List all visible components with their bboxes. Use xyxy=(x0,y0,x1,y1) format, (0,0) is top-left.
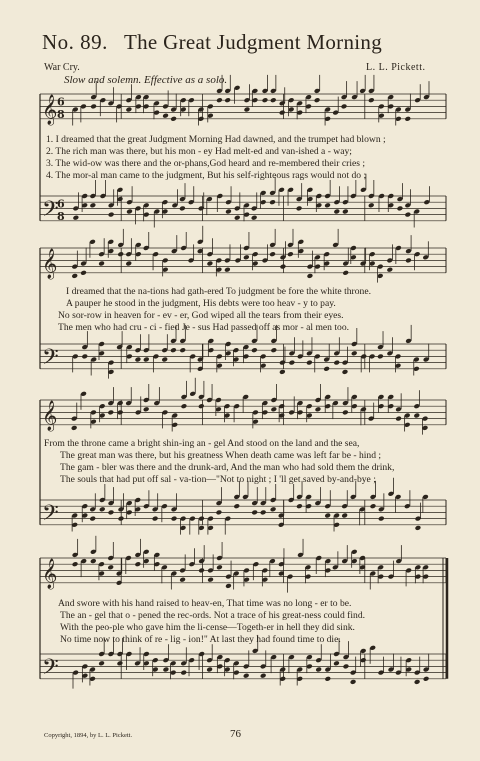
note-head xyxy=(279,110,286,116)
bass-clef: 𝄢 xyxy=(42,654,59,685)
note-head xyxy=(171,516,178,522)
note-head xyxy=(323,366,330,372)
note-head xyxy=(270,97,277,103)
note-head xyxy=(270,347,277,353)
note-head xyxy=(207,577,214,583)
note-head xyxy=(90,202,97,208)
note-head xyxy=(207,261,214,267)
note-head xyxy=(99,506,106,512)
note-head xyxy=(342,369,349,375)
note-head xyxy=(269,251,276,257)
note-head xyxy=(98,261,105,267)
note-head xyxy=(71,425,78,431)
note-head xyxy=(289,360,296,366)
note-head xyxy=(296,503,303,509)
note-head xyxy=(415,525,422,531)
note-head xyxy=(269,199,276,205)
note-head xyxy=(296,205,303,211)
note-head xyxy=(98,660,105,666)
note-head xyxy=(251,509,258,515)
note-head xyxy=(179,577,186,583)
note-head xyxy=(244,107,251,113)
lyric-line-s1-v3: 3. The wid-ow was there and the or-phans,God heard and re-membered their cries ; xyxy=(46,158,366,169)
note-head xyxy=(73,215,80,221)
lyric-line-s2-v3: No sor-row in heaven for - ev - er, God wiped all the tears from their eyes. xyxy=(58,310,344,321)
note-head xyxy=(324,676,331,682)
note-head xyxy=(270,406,277,412)
note-head xyxy=(315,667,322,673)
note-head xyxy=(377,353,384,359)
note-head xyxy=(260,673,267,679)
note-head xyxy=(368,202,375,208)
note-head xyxy=(134,561,141,567)
note-head xyxy=(108,509,115,515)
lyric-line-s2-v2: A pauper he stood in the judgment, His debts were too heav - y to pay. xyxy=(66,298,336,309)
note-head xyxy=(333,360,340,366)
note-head xyxy=(314,97,321,103)
note-head xyxy=(170,116,177,122)
note-head xyxy=(413,413,420,419)
lyric-line-s4-v4: No time now to think of re - lig - ion!" At last they had found time to die. xyxy=(60,634,341,645)
note-head xyxy=(378,516,385,522)
lyric-line-s4-v2: The an - gel that o - pened the rec-ords. Not a trace of his great-ness could find. xyxy=(60,610,366,621)
note-head xyxy=(368,97,375,103)
note-head xyxy=(279,369,286,375)
note-head xyxy=(343,663,350,669)
lyric-line-s1-v1: 1. I dreamed that the great Judgment Morning Had dawned, and the trumpet had blown ; xyxy=(46,134,386,145)
lyric-line-s3-v2: The great man was there, but his greatness When death came was left far be - hind ; xyxy=(60,450,382,461)
note-head xyxy=(280,264,287,270)
note-head xyxy=(350,679,357,685)
hymn-title: The Great Judgment Morning xyxy=(124,30,382,54)
note-head xyxy=(135,357,142,363)
note-head xyxy=(414,679,421,685)
copyright-notice: Copyright, 1894, by L. L. Pickett. xyxy=(44,732,133,739)
note-head xyxy=(260,509,267,515)
lyric-line-s4-v3: With the peo-ple who gave him the li-cense—Togeth-er in hell they did sink. xyxy=(60,622,355,633)
note-head xyxy=(170,347,177,353)
note-head xyxy=(80,270,87,276)
treble-clef: 𝄞 xyxy=(42,558,58,589)
note-head xyxy=(225,583,232,589)
lyric-line-s3-v4: The souls that had put off sal - va-tion—"Not to night ; I 'll get saved by-and-bye ; xyxy=(60,474,376,485)
note-head xyxy=(342,209,349,215)
note-head xyxy=(143,406,150,412)
note-head xyxy=(90,558,97,564)
note-head xyxy=(324,202,331,208)
note-head xyxy=(216,564,223,570)
note-head xyxy=(404,116,411,122)
note-head xyxy=(307,273,314,279)
note-head xyxy=(90,103,97,109)
time-signature-top: 6 xyxy=(57,95,65,109)
note-head xyxy=(370,503,377,509)
treble-clef: 𝄞 xyxy=(42,248,58,279)
note-head xyxy=(243,673,250,679)
note-head xyxy=(117,660,124,666)
page-number: 76 xyxy=(230,728,241,740)
note-head xyxy=(143,357,150,363)
bass-clef: 𝄢 xyxy=(42,500,59,531)
note-head xyxy=(234,215,241,221)
note-head xyxy=(126,107,133,113)
note-head xyxy=(342,270,349,276)
note-head xyxy=(262,97,269,103)
note-head xyxy=(216,509,223,515)
note-head xyxy=(251,347,258,353)
note-head xyxy=(224,97,231,103)
note-head xyxy=(117,251,124,257)
note-head xyxy=(162,113,169,119)
lyric-line-s1-v4: 4. The mor-al man came to the judgment, But his self-righteous rags would not do ; xyxy=(46,170,367,181)
note-head xyxy=(324,513,331,519)
note-head xyxy=(108,212,115,218)
note-head xyxy=(81,353,88,359)
note-head xyxy=(351,350,358,356)
note-head xyxy=(315,406,322,412)
lyric-line-s3-v3: The gam - bler was there and the drunk-ard, And the man who had sold them the drink, xyxy=(60,462,395,473)
note-head xyxy=(216,97,223,103)
note-head xyxy=(126,209,133,215)
time-signature-bottom: 8 xyxy=(57,107,65,121)
note-head xyxy=(224,267,231,273)
note-head xyxy=(397,205,404,211)
note-head xyxy=(181,403,188,409)
note-head xyxy=(270,506,277,512)
bass-clef: 𝄢 xyxy=(42,196,59,227)
note-head xyxy=(342,409,349,415)
note-head xyxy=(179,205,186,211)
note-head xyxy=(179,347,186,353)
note-head xyxy=(163,667,170,673)
note-head xyxy=(180,670,187,676)
hymn-number: No. 89. xyxy=(42,30,108,54)
note-head xyxy=(125,261,132,267)
note-head xyxy=(405,257,412,263)
note-head xyxy=(152,516,159,522)
note-head xyxy=(341,103,348,109)
note-head xyxy=(107,564,114,570)
note-head xyxy=(71,273,78,279)
note-head xyxy=(333,209,340,215)
lyric-line-s2-v4: The men who had cru - ci - fied Je - sus Had passed off as mor - al men too. xyxy=(58,322,350,333)
lyric-line-s2-v1: I dreamed that the na-tions had gath-ered To judgment be fore the white throne. xyxy=(66,286,371,297)
note-head xyxy=(198,567,205,573)
time-signature-bottom: 8 xyxy=(57,209,65,223)
lyric-line-s4-v1: And swore with his hand raised to heav-en, That time was no long - er to be. xyxy=(58,598,352,609)
lyric-line-s3-v1: From the throne came a bright shin-ing an - gel And stood on the land and the sea, xyxy=(44,438,360,449)
note-head xyxy=(161,357,168,363)
note-head xyxy=(395,416,402,422)
note-head xyxy=(287,251,294,257)
note-head xyxy=(198,403,205,409)
note-head xyxy=(225,209,232,215)
note-head xyxy=(72,561,79,567)
note-head xyxy=(333,660,340,666)
note-head xyxy=(251,215,258,221)
note-head xyxy=(89,516,96,522)
bass-clef: 𝄢 xyxy=(42,344,59,375)
treble-clef: 𝄞 xyxy=(42,94,58,125)
lyric-line-s1-v2: 2. The rich man was there, but his mon - ey Had melt-ed and van-ished a - way; xyxy=(46,146,352,157)
note-head xyxy=(423,676,430,682)
note-head xyxy=(233,503,240,509)
tune-name: War Cry. xyxy=(44,62,80,73)
note-head xyxy=(206,667,213,673)
treble-clef: 𝄞 xyxy=(42,400,58,431)
note-head xyxy=(341,513,348,519)
note-head xyxy=(107,409,114,415)
time-signature-top: 6 xyxy=(57,197,65,211)
composer-credit: L. L. Pickett. xyxy=(366,62,426,73)
note-head xyxy=(386,267,393,273)
note-head xyxy=(243,254,250,260)
performance-direction: Slow and solemn. Effective as a solo. xyxy=(64,74,228,86)
note-head xyxy=(404,212,411,218)
note-head xyxy=(306,360,313,366)
